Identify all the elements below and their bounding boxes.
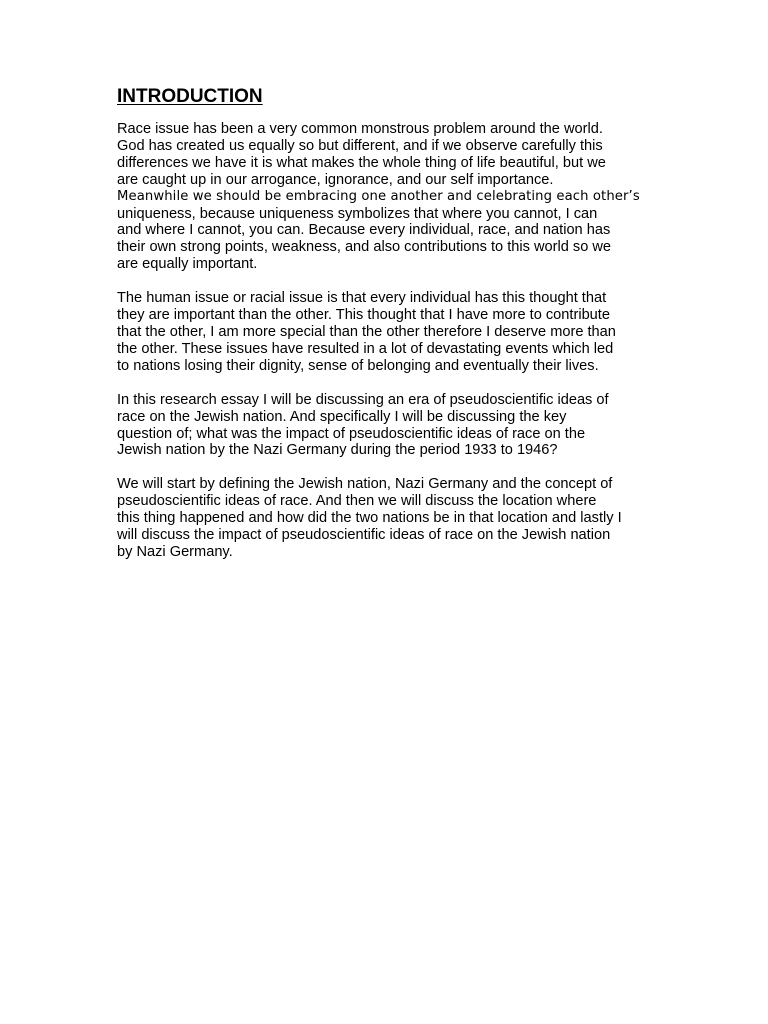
paragraph-human-issue <box>117 290 657 375</box>
text-line: question of; what was the impact of pseudoscientific ideas of race on the <box>117 425 586 442</box>
text-line: The human issue or racial issue is that every individual has this thought that <box>117 290 607 307</box>
text-line: to nations losing their dignity, sense of belonging and eventually their lives. <box>117 357 599 374</box>
text-line: that the other, I am more special than the other therefore I deserve more than <box>117 323 616 340</box>
text-line: uniqueness, because uniqueness symbolizes that where you cannot, I can <box>117 205 598 222</box>
text-line: Jewish nation by the Nazi Germany during the period 1933 to 1946? <box>117 442 558 459</box>
text-line: Race issue has been a very common monstrous problem around the world. <box>117 121 603 137</box>
text-line: God has created us equally so but different, and if we observe carefully this <box>117 137 603 154</box>
text-line: differences we have it is what makes the whole thing of life beautiful, but we <box>117 154 606 171</box>
paragraph-research-question <box>117 392 657 460</box>
section-heading: INTRODUCTION <box>117 86 263 107</box>
paragraph-outline <box>117 476 657 561</box>
text-line: the other. These issues have resulted in a lot of devastating events which led <box>117 340 614 357</box>
paragraph-race-issue <box>117 121 657 273</box>
text-line: by Nazi Germany. <box>117 543 233 560</box>
text-line: Meanwhile we should be embracing one another and celebrating each other’s <box>117 188 640 204</box>
text-line: In this research essay I will be discussing an era of pseudoscientific ideas of <box>117 391 609 408</box>
text-line: they are important than the other. This thought that I have more to contribute <box>117 307 610 324</box>
text-line: their own strong points, weakness, and also contributions to this world so we <box>117 239 612 256</box>
text-line: pseudoscientific ideas of race. And then we will discuss the location where <box>117 493 597 510</box>
text-line: this thing happened and how did the two nations be in that location and lastly I <box>117 510 622 527</box>
text-line: We will start by defining the Jewish nation, Nazi Germany and the concept of <box>117 476 613 493</box>
document-page <box>117 86 657 578</box>
text-line: will discuss the impact of pseudoscientific ideas of race on the Jewish nation <box>117 527 611 544</box>
text-line: are equally important. <box>117 256 258 273</box>
text-line: and where I cannot, you can. Because every individual, race, and nation has <box>117 222 611 239</box>
text-line: race on the Jewish nation. And specifically I will be discussing the key <box>117 408 567 425</box>
text-line: are caught up in our arrogance, ignorance, and our self importance. <box>117 171 554 188</box>
